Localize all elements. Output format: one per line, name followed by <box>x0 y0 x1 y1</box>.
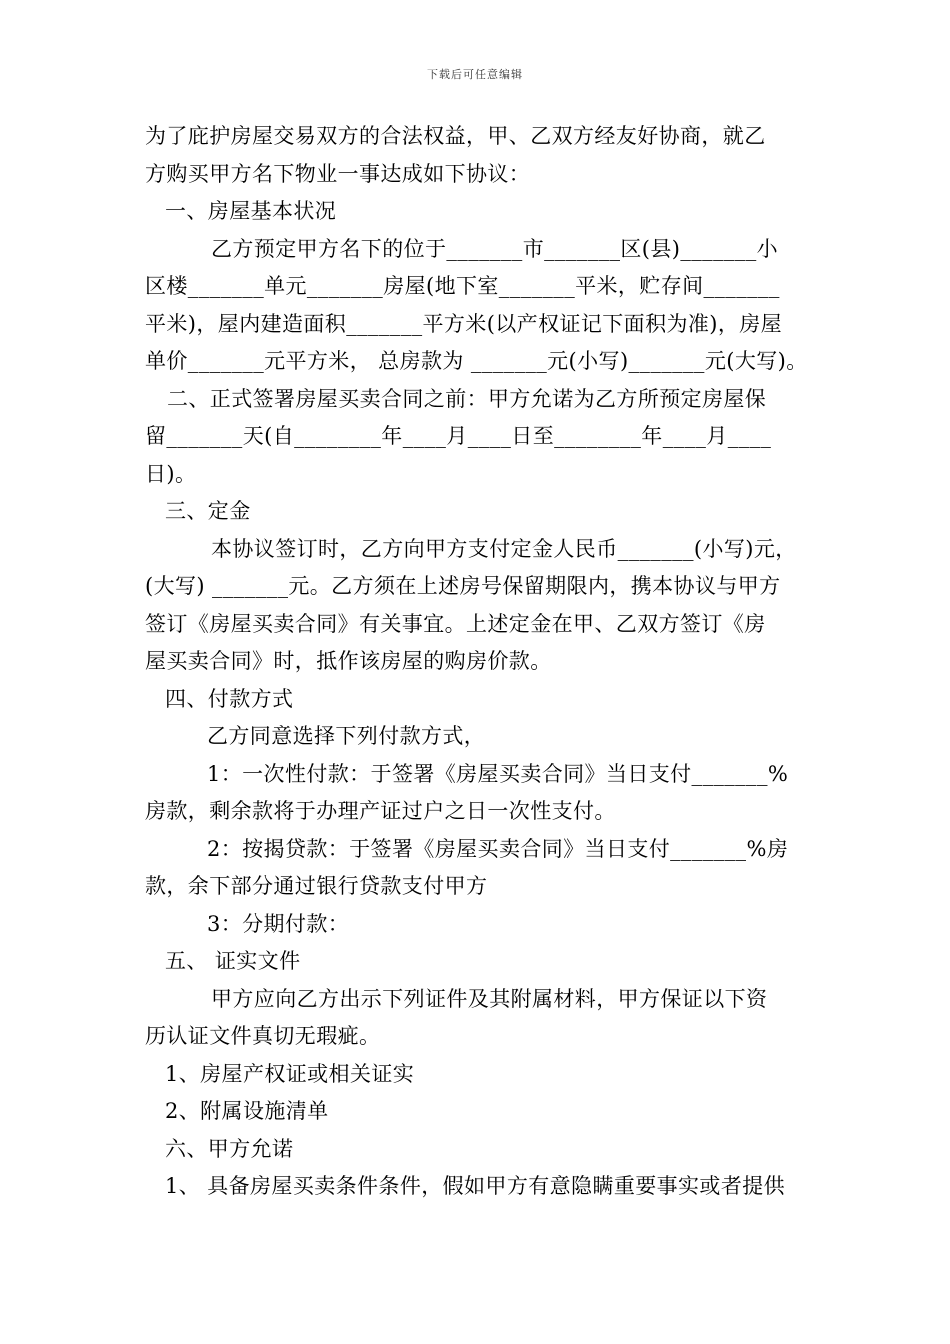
section-heading-reservation: 二、正式签署房屋买卖合同之前：甲方允诺为乙方所预定房屋保 <box>167 386 767 411</box>
paragraph-line: 屋买卖合同》时，抵作该房屋的购房价款。 <box>145 649 552 673</box>
paragraph-line: 房款，剩余款将于办理产证过户之日一次性支付。 <box>145 799 616 823</box>
paragraph-line: 单价_______元平方米， 总房款为 _______元(小写)_______元(大写)。 <box>145 349 808 373</box>
paragraph-line: (大写) _______元。乙方须在上述房号保留期限内，携本协议与甲方 <box>145 574 781 598</box>
paragraph-line: 签订《房屋买卖合同》有关事宜。上述定金在甲、乙双方签订《房 <box>145 611 766 636</box>
section-heading-deposit: 三、定金 <box>165 499 251 523</box>
section-heading-payment: 四、付款方式 <box>165 686 294 711</box>
section-heading-basic-info: 一、房屋基本状况 <box>165 199 337 223</box>
section-heading-seller-commitment: 六、甲方允诺 <box>165 1136 294 1161</box>
list-item-facilities-list: 2、附属设施清单 <box>165 1099 329 1123</box>
list-item-mortgage: 2：按揭贷款：于签署《房屋买卖合同》当日支付_______%房 <box>207 836 789 861</box>
paragraph-line: 甲方应向乙方出示下列证件及其附属材料，甲方保证以下资 <box>211 986 768 1011</box>
paragraph-line: 区楼_______单元_______房屋(地下室_______平米，贮存间_______ <box>145 274 780 298</box>
page-header-note: 下载后可任意编辑 <box>427 68 523 81</box>
paragraph-line: 乙方同意选择下列付款方式， <box>207 724 486 748</box>
paragraph-line: 历认证文件真切无瑕疵。 <box>145 1024 381 1048</box>
paragraph-line: 平米)，屋内建造面积_______平方米(以产权证记下面积为准)，房屋 <box>145 311 783 336</box>
document-body <box>145 118 810 1206</box>
paragraph-line: 乙方预定甲方名下的位于_______市_______区(县)_______小 <box>211 236 779 261</box>
paragraph-line: 本协议签订时，乙方向甲方支付定金人民币_______(小写)元， <box>211 536 797 561</box>
paragraph-line: 款，余下部分通过银行贷款支付甲方 <box>145 874 488 898</box>
list-item-commitment-1: 1、 具备房屋买卖条件条件，假如甲方有意隐瞒重要事实或者提供 <box>165 1174 786 1198</box>
paragraph-line: 方购买甲方名下物业一事达成如下协议： <box>145 161 531 186</box>
list-item-installment: 3：分期付款： <box>207 911 350 936</box>
section-heading-documents: 五、 证实文件 <box>165 949 301 973</box>
paragraph-line: 留_______天(自________年____月____日至________年____月____ <box>145 424 772 448</box>
list-item-lump-sum: 1：一次性付款：于签署《房屋买卖合同》当日支付_______% <box>207 761 789 786</box>
paragraph-line: 为了庇护房屋交易双方的合法权益，甲、乙双方经友好协商，就乙 <box>145 124 766 148</box>
paragraph-line: 日)。 <box>145 461 197 486</box>
list-item-property-certificate: 1、房屋产权证或相关证实 <box>165 1061 415 1086</box>
